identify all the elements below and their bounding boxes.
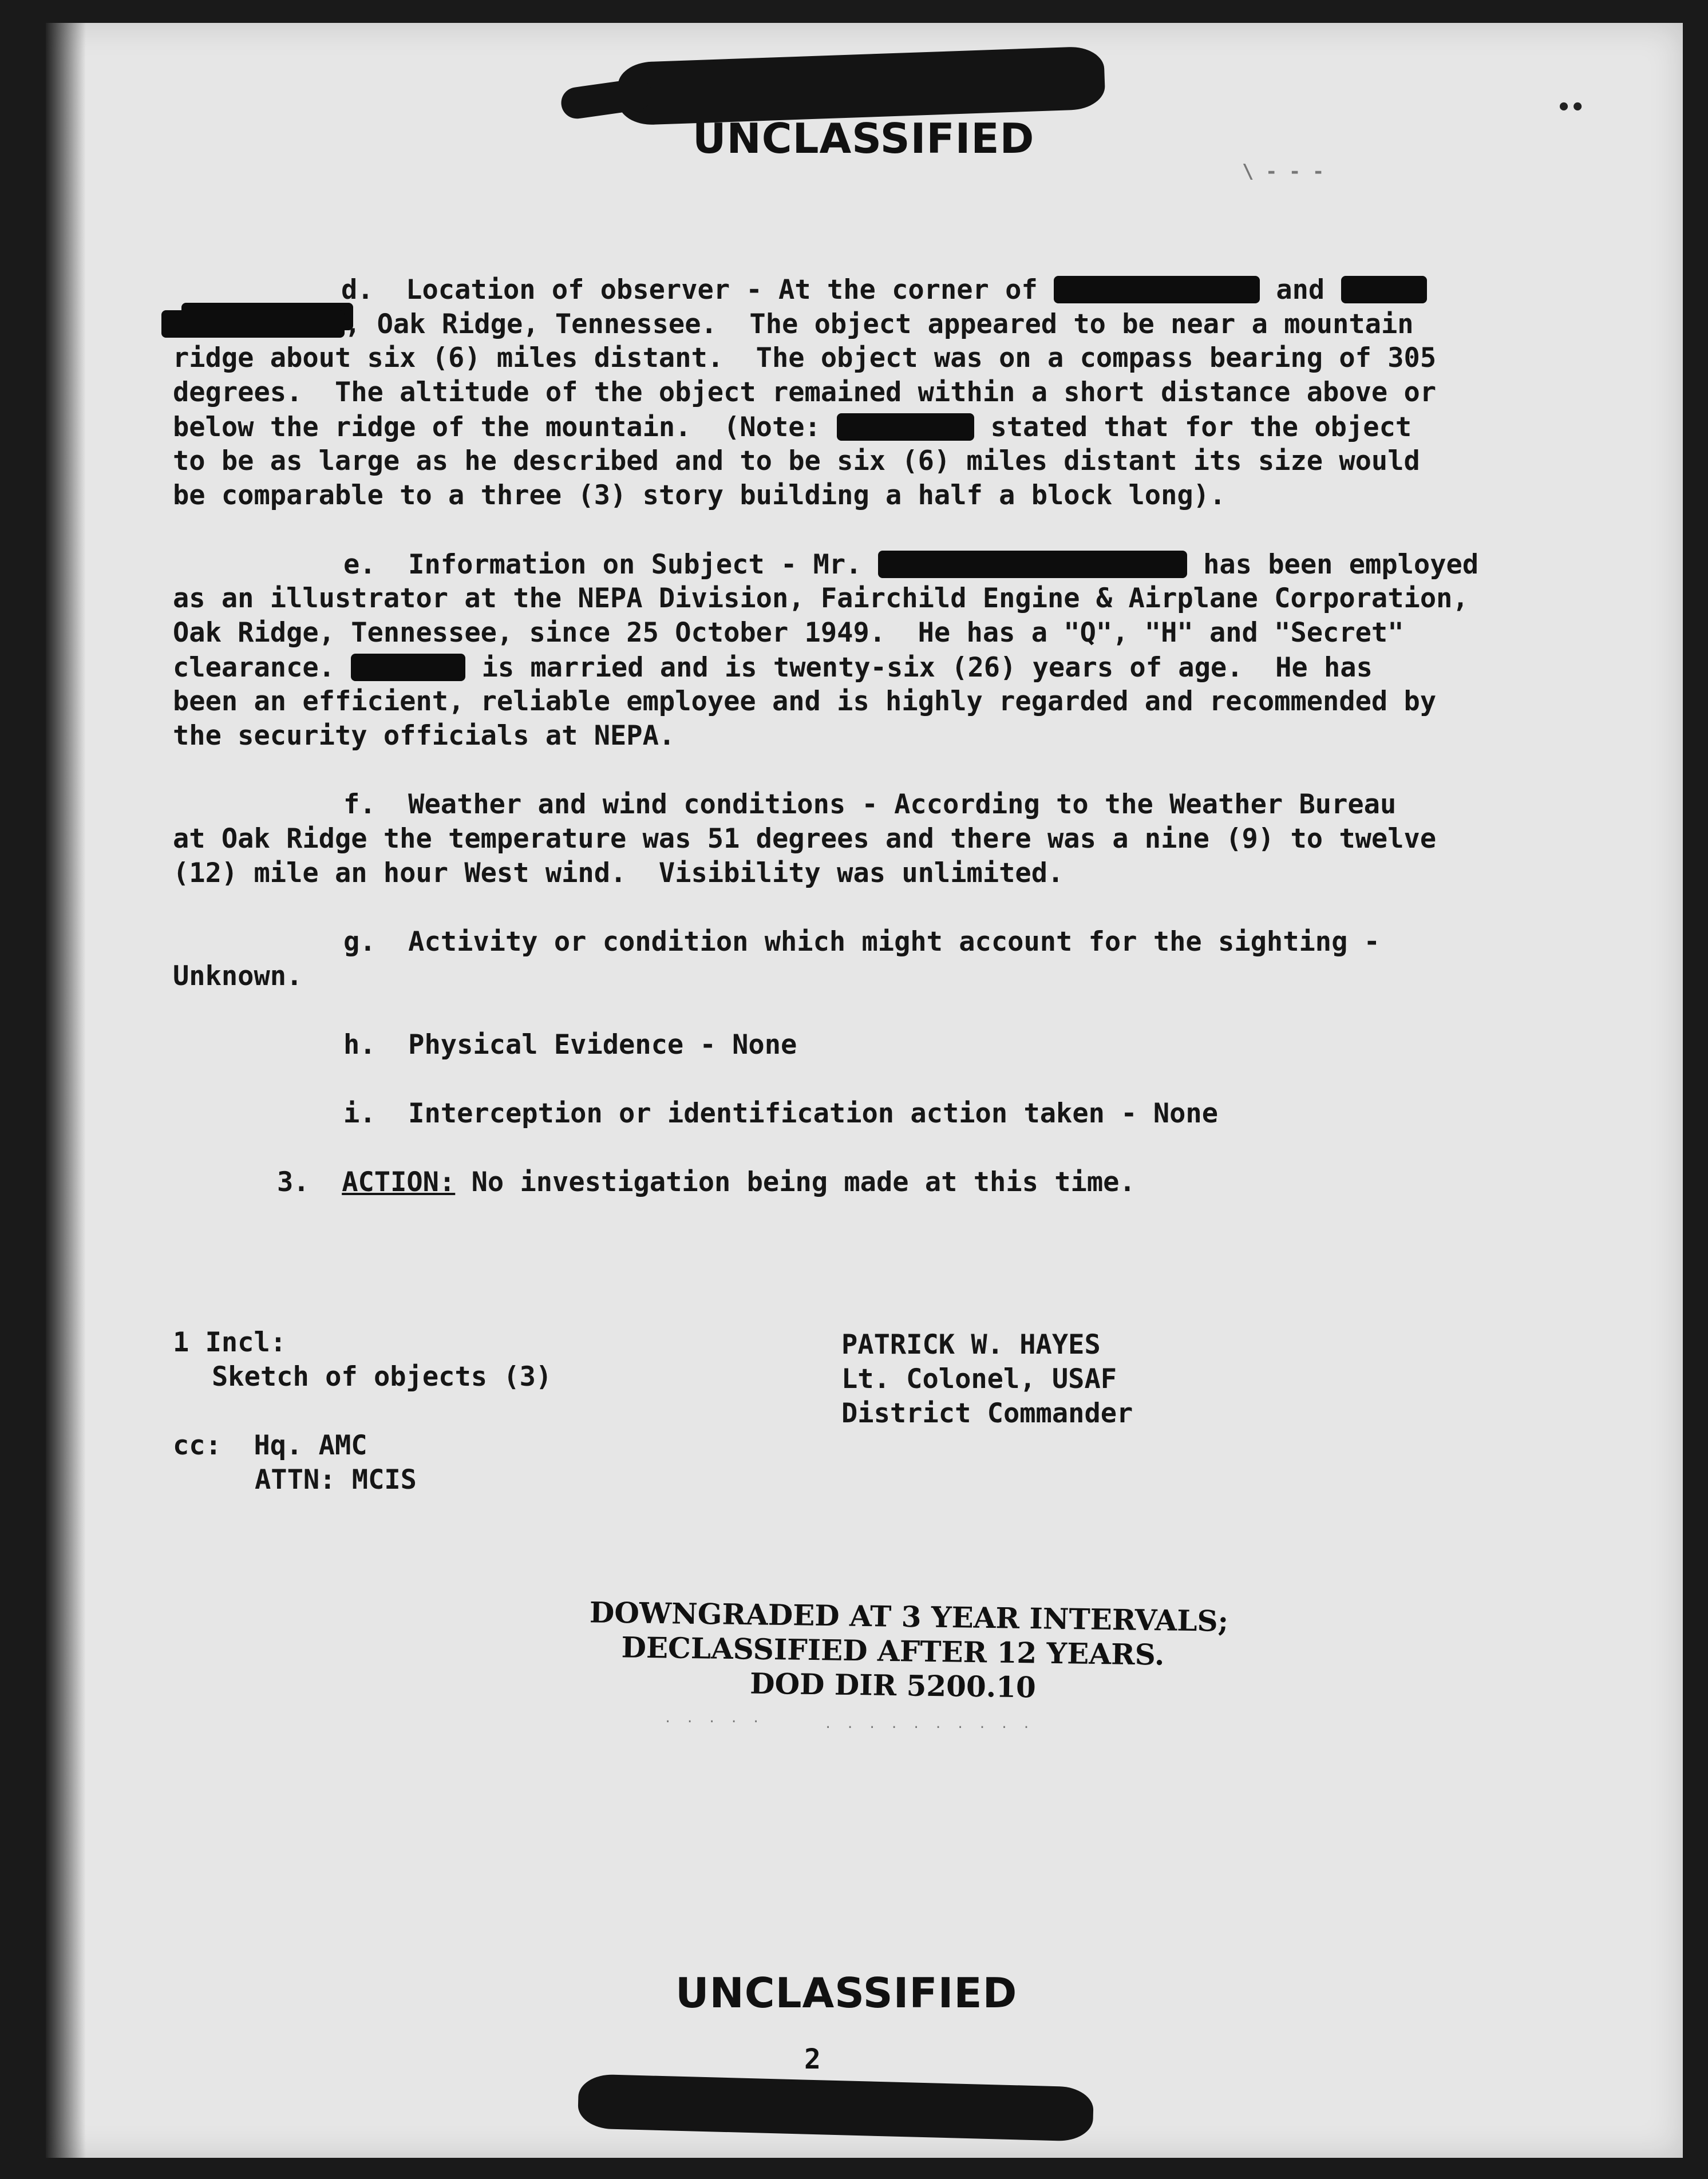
paragraph-f-line-2: at Oak Ridge the temperature was 51 degrees and there was a nine (9) to twelve <box>173 823 1437 855</box>
redaction-block <box>837 413 974 441</box>
scan-edge-shadow <box>46 23 86 2158</box>
paragraph-d-line-2 <box>173 310 1414 338</box>
paragraph-e-line-4 <box>173 654 1373 681</box>
downgrade-line-3: DOD DIR 5200.10 <box>749 1666 1037 1705</box>
margin-mark: •• <box>1557 94 1585 121</box>
paragraph-g-line-2: Unknown. <box>173 960 303 992</box>
action-number: 3. <box>277 1166 310 1198</box>
paragraph-e-text: e. Information on Subject - Mr. <box>343 549 862 580</box>
page-number: 2 <box>804 2043 821 2075</box>
paragraph-f-line-1: f. Weather and wind conditions - According to the Weather Bureau <box>343 789 1397 820</box>
paragraph-g-line-1: g. Activity or condition which might account for the sighting - <box>343 926 1380 958</box>
paragraph-d-text: below the ridge of the mountain. (Note: <box>173 412 821 443</box>
classification-stamp-bottom: UNCLASSIFIED <box>675 1969 1018 2017</box>
signature-rank: Lt. Colonel, USAF <box>841 1363 1117 1395</box>
paragraph-d-text: stated that for the object <box>990 412 1412 443</box>
signature-title: District Commander <box>841 1398 1133 1429</box>
paragraph-e-text: clearance. <box>173 652 335 683</box>
stamp-speckle: . . . . . <box>664 1711 764 1726</box>
paragraph-h: h. Physical Evidence - None <box>343 1029 797 1061</box>
paragraph-d-line-4: degrees. The altitude of the object remained within a short distance above or <box>173 377 1437 408</box>
paragraph-e-text: is married and is twenty-six (26) years of age. He has <box>481 652 1373 683</box>
cc-line: cc: Hq. AMC <box>173 1430 367 1461</box>
downgrade-line-1: DOWNGRADED AT 3 YEAR INTERVALS; <box>589 1595 1229 1638</box>
enclosure-description: Sketch of objects (3) <box>212 1361 552 1393</box>
paragraph-d-line-6: to be as large as he described and to be six (6) miles distant its size would <box>173 445 1420 477</box>
action-text: No investigation being made at this time. <box>471 1166 1136 1198</box>
faint-corner-mark: \ - - - <box>1242 160 1325 183</box>
paragraph-e-line-2: as an illustrator at the NEPA Division, Fairchild Engine & Airplane Corporation, <box>173 583 1469 614</box>
enclosure-count: 1 Incl: <box>173 1327 287 1358</box>
redaction-block <box>1341 276 1427 303</box>
redaction-block <box>1054 276 1260 303</box>
paragraph-d-line-1-text <box>341 274 1427 306</box>
paragraph-f-line-3: (12) mile an hour West wind. Visibility was unlimited. <box>173 857 1064 889</box>
action-line <box>277 1166 1136 1198</box>
redaction-block <box>161 310 345 338</box>
paragraph-i: i. Interception or identification action taken - None <box>343 1098 1219 1129</box>
paragraph-e-text: has been employed <box>1203 549 1479 580</box>
paragraph-d-line-3: ridge about six (6) miles distant. The object was on a compass bearing of 305 <box>173 342 1437 374</box>
paragraph-d-line-7: be comparable to a three (3) story building a half a block long). <box>173 480 1226 511</box>
paragraph-d-line-5 <box>173 413 1412 441</box>
redaction-block <box>878 551 1187 578</box>
paragraph-e-line-3: Oak Ridge, Tennessee, since 25 October 1949. He has a "Q", "H" and "Secret" <box>173 617 1404 648</box>
paragraph-e-line-5: been an efficient, reliable employee and is highly regarded and recommended by <box>173 686 1437 717</box>
classification-stamp-top: UNCLASSIFIED <box>693 114 1035 163</box>
stamp-speckle: . . . . . . . . . . <box>824 1717 1034 1731</box>
attn-line: ATTN: MCIS <box>255 1464 417 1496</box>
downgrade-line-2: DECLASSIFIED AFTER 12 YEARS. <box>621 1630 1165 1672</box>
paragraph-d-text: d. Location of observer - At the corner of <box>341 274 1038 306</box>
redaction-block <box>351 654 465 681</box>
paragraph-d-text: and <box>1276 274 1325 306</box>
action-label: ACTION: <box>342 1166 456 1198</box>
paragraph-d-text: , Oak Ridge, Tennessee. The object appeared to be near a mountain <box>345 309 1414 340</box>
paragraph-e-line-6: the security officials at NEPA. <box>173 720 675 752</box>
paragraph-e-line-1 <box>343 551 1478 578</box>
signature-name: PATRICK W. HAYES <box>841 1329 1101 1361</box>
